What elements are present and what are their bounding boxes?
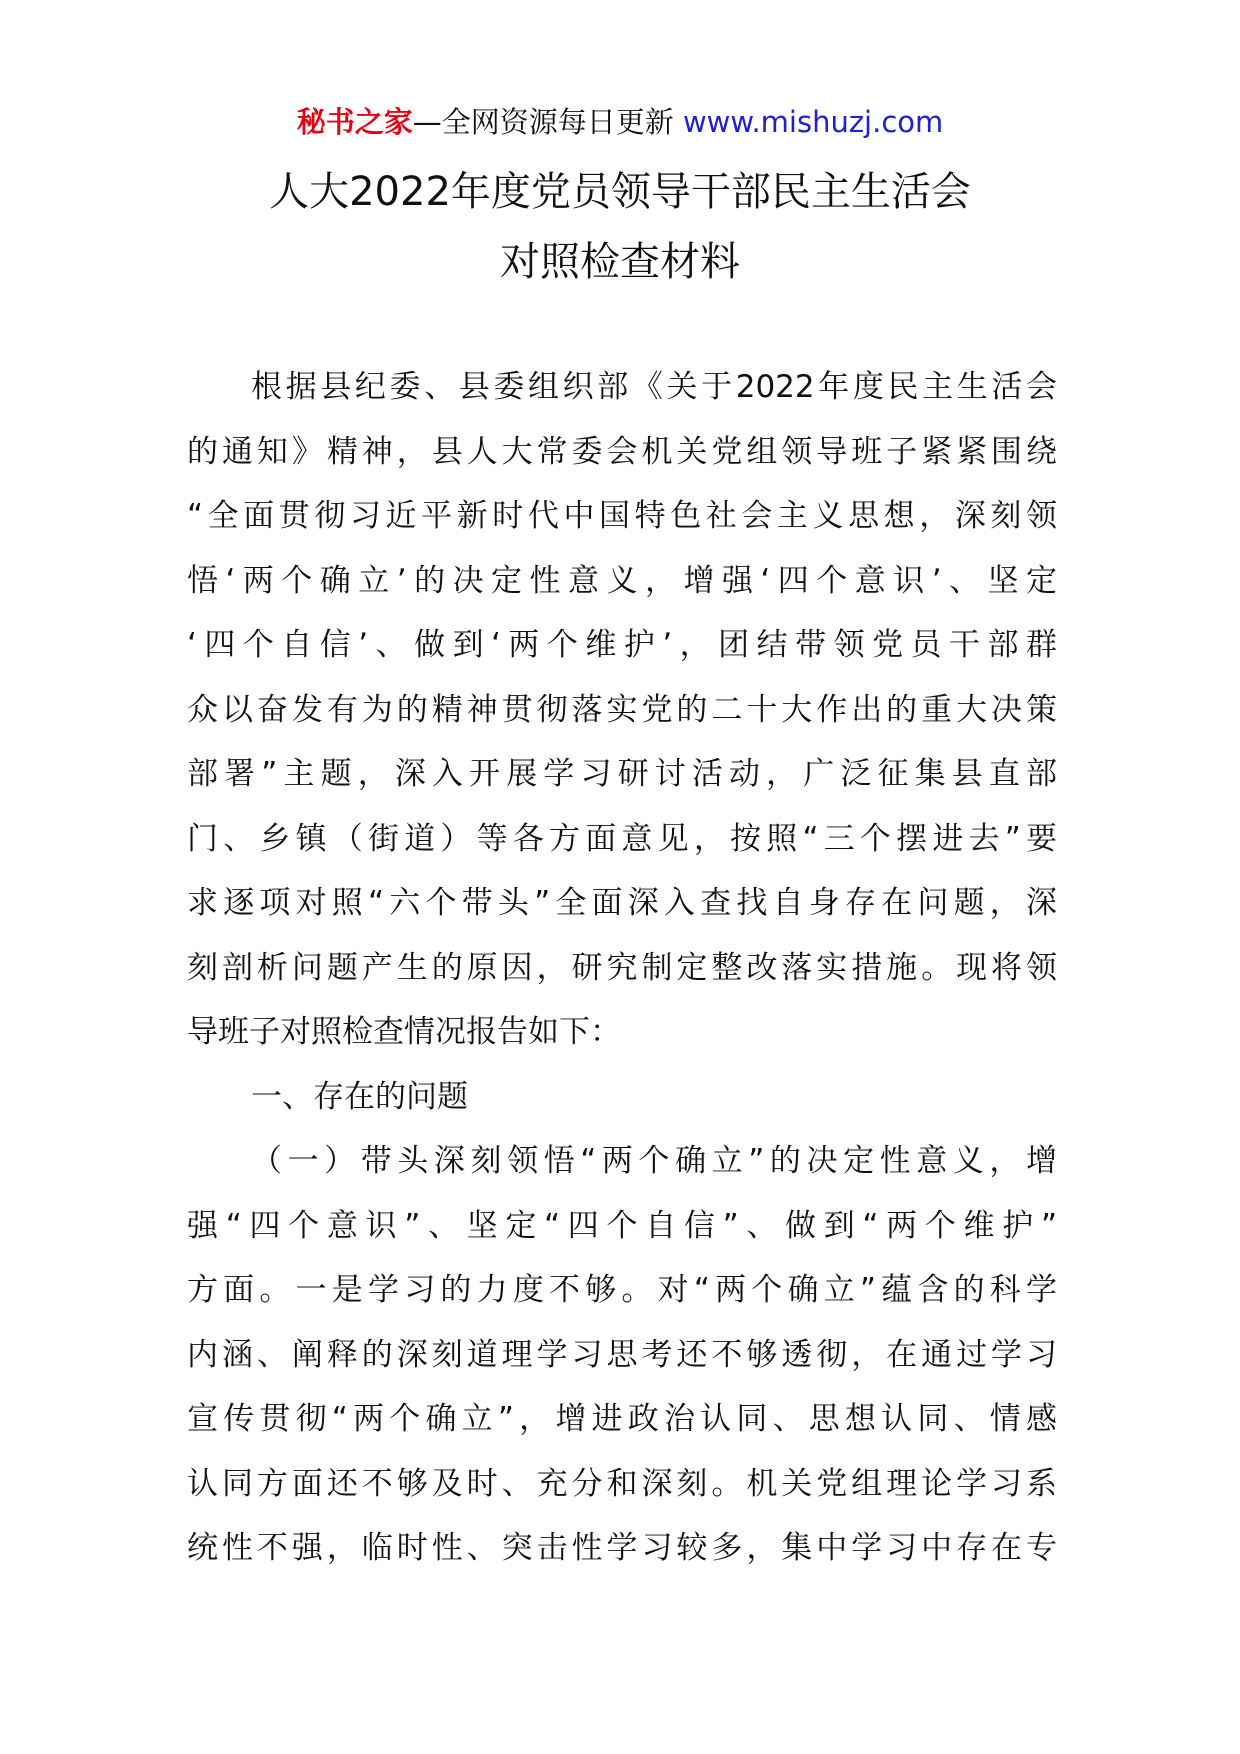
paragraph-line: 宣传贯彻“两个确立”，增进政治认同、思想认同、情感 bbox=[187, 1401, 1057, 1437]
paragraph-line: 认同方面还不够及时、充分和深刻。机关党组理论学习系 bbox=[187, 1465, 1057, 1502]
document-title-line-1: 人大2022年度党员领导干部民主生活会 bbox=[269, 169, 971, 215]
paragraph-line: 众以奋发有为的精神贯彻落实党的二十大作出的重大决策 bbox=[187, 691, 1057, 728]
site-url-link[interactable]: www.mishuzj.com bbox=[682, 105, 944, 139]
paragraph-line: 的通知》精神，县人大常委会机关党组领导班子紧紧围绕 bbox=[187, 433, 1057, 470]
paragraph-line: ‘四个自信’、做到‘两个维护’，团结带领党员干部群 bbox=[187, 627, 1057, 663]
paragraph-line: 方面。一是学习的力度不够。对“两个确立”蕴含的科学 bbox=[187, 1272, 1057, 1308]
paragraph-line: 门、乡镇（街道）等各方面意见，按照“三个摆进去”要 bbox=[187, 820, 1057, 857]
document-body bbox=[187, 355, 1057, 1581]
paragraph-line: 刻剖析问题产生的原因，研究制定整改落实措施。现将领 bbox=[187, 949, 1057, 986]
paragraph-line: 内涵、阐释的深刻道理学习思考还不够透彻，在通过学习 bbox=[187, 1336, 1057, 1373]
paragraph-line: 统性不强，临时性、突击性学习较多，集中学习中存在专 bbox=[187, 1530, 1057, 1566]
site-banner bbox=[0, 100, 1240, 144]
paragraph-line: 部署”主题，深入开展学习研讨活动，广泛征集县直部 bbox=[187, 756, 1057, 792]
brand-name: 秘书之家 bbox=[296, 105, 413, 139]
banner-slogan: —全网资源每日更新 bbox=[412, 105, 674, 139]
section-heading: 一、存在的问题 bbox=[251, 1078, 468, 1115]
paragraph-line: 强“四个意识”、坚定“四个自信”、做到“两个维护” bbox=[187, 1207, 1057, 1244]
paragraph-line: “全面贯彻习近平新时代中国特色社会主义思想，深刻领 bbox=[187, 498, 1057, 534]
paragraph-line: 根据县纪委、县委组织部《关于2022年度民主生活会 bbox=[251, 369, 1057, 405]
paragraph-line: 导班子对照检查情况报告如下： bbox=[187, 1014, 621, 1050]
paragraph-line: 求逐项对照“六个带头”全面深入查找自身存在问题，深 bbox=[187, 885, 1057, 921]
paragraph-line: 悟‘两个确立’的决定性意义，增强‘四个意识’、坚定 bbox=[187, 562, 1057, 599]
document-title-line-2: 对照检查材料 bbox=[500, 239, 740, 285]
paragraph-line: （一）带头深刻领悟“两个确立”的决定性意义，增 bbox=[251, 1143, 1057, 1179]
